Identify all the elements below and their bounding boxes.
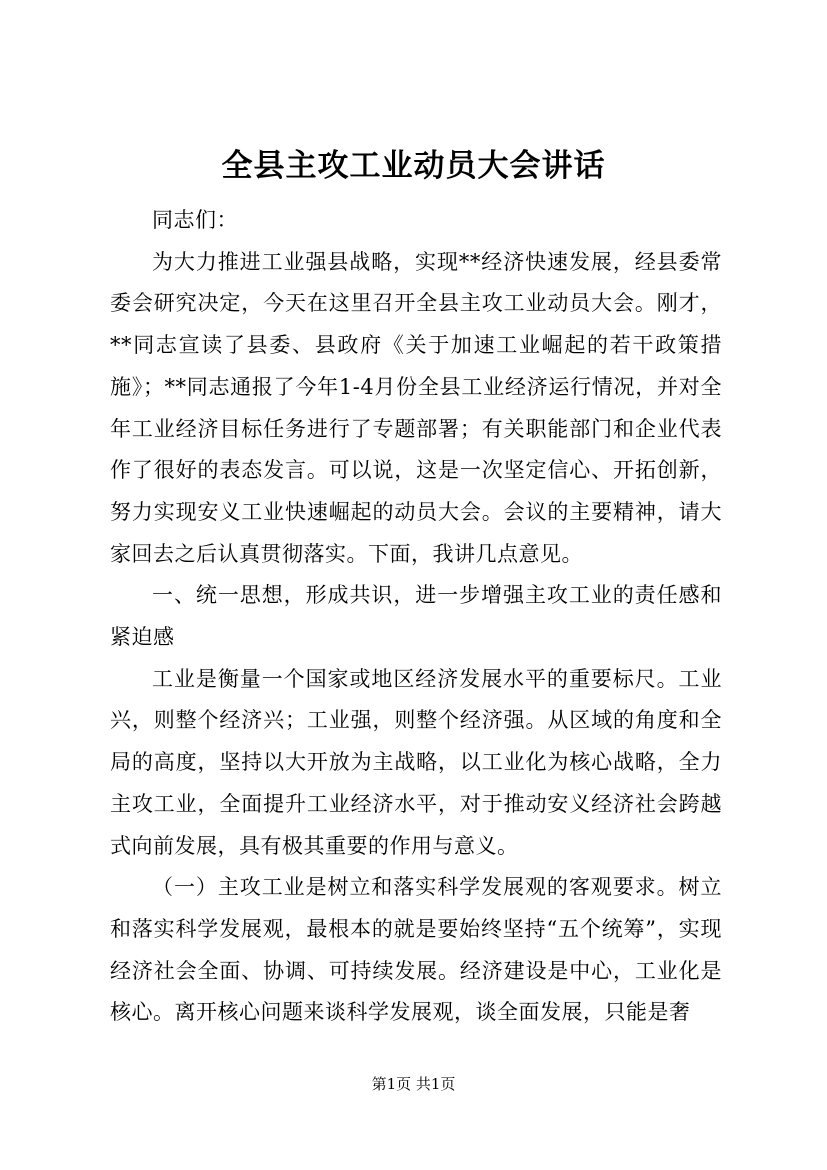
section-heading-paragraph: 一、统一思想，形成共识，进一步增强主攻工业的责任感和紧迫感 <box>110 583 722 650</box>
document-title: 全县主攻工业动员大会讲话 <box>221 148 606 184</box>
salutation-paragraph: 同志们： <box>152 208 238 232</box>
page-footer: 第1页 共1页 <box>371 1075 456 1093</box>
document-body <box>110 200 722 1034</box>
intro-paragraph: 为大力推进工业强县战略，实现**经济快速发展，经县委常委会研究决定，今天在这里召开全县主攻工业动员大会。刚才，**同志宣读了县委、县政府《关于加速工业崛起的若干政策措施》；**同志通报了今年1-4月份全县工业经济运行情况，并对全年工业经济目标任务进行了专题部署；有关职能部门和企业代表作了很好的表态发言。可以说，这是一次坚定信心、开拓创新，努力实现安义工业快速崛起的动员大会。会议的主要精神，请大家回去之后认真贯彻落实。下面，我讲几点意见。 <box>110 249 722 566</box>
subsection-paragraph: （一）主攻工业是树立和落实科学发展观的客观要求。树立和落实科学发展观，最根本的就是要始终坚持“五个统筹”，实现经济社会全面、协调、可持续发展。经济建设是中心，工业化是核心。离开核心问题来谈科学发展观，谈全面发展，只能是奢 <box>110 875 722 1025</box>
body-paragraph: 工业是衡量一个国家或地区经济发展水平的重要标尺。工业兴，则整个经济兴；工业强，则整个经济强。从区域的角度和全局的高度，坚持以大开放为主战略，以工业化为核心战略，全力主攻工业，全面提升工业经济水平，对于推动安义经济社会跨越式向前发展，具有极其重要的作用与意义。 <box>110 666 722 858</box>
